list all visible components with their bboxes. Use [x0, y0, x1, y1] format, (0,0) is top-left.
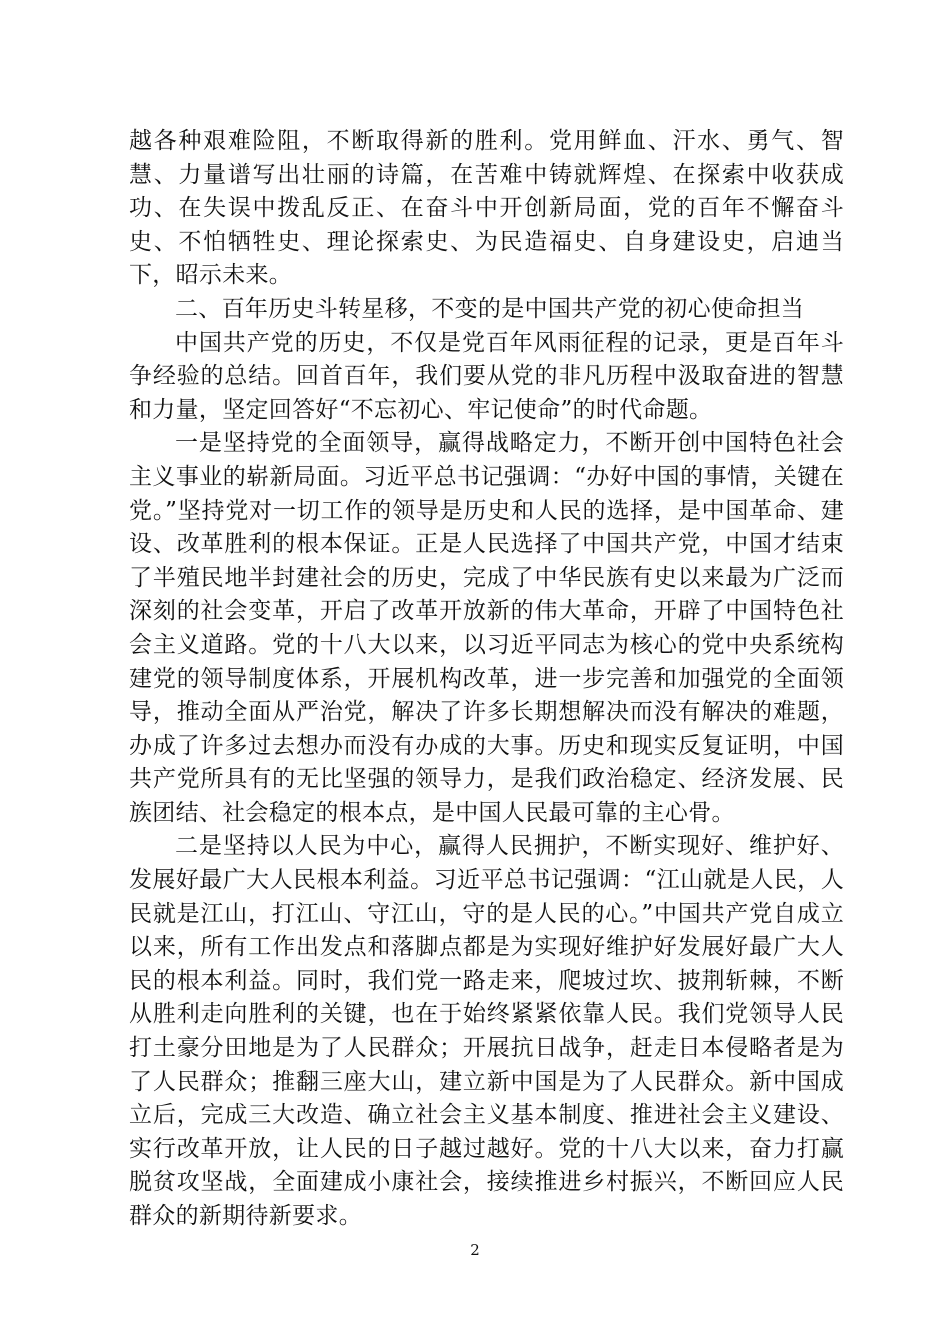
page-number: 2 — [470, 1241, 480, 1259]
paragraph-continuation: 越各种艰难险阻，不断取得新的胜利。党用鲜血、汗水、勇气、智慧、力量谱写出壮丽的诗篇，在苦难中铸就辉煌、在探索中收获成功、在失误中拨乱反正、在奋斗中开创新局面，党的百年不懈奋斗史、不怕牺牲史、理论探索史、为民造福史、自身建设史，启迪当下，昭示未来。 — [129, 128, 844, 289]
paragraph-point-one: 一是坚持党的全面领导，赢得战略定力，不断开创中国特色社会主义事业的崭新局面。习近平总书记强调：“办好中国的事情，关键在党。”坚持党对一切工作的领导是历史和人民的选择，是中国革命、建设、改革胜利的根本保证。正是人民选择了中国共产党，中国才结束了半殖民地半封建社会的历史，完成了中华民族有史以来最为广泛而深刻的社会变革，开启了改革开放新的伟大革命，开辟了中国特色社会主义道路。党的十八大以来，以习近平同志为核心的党中央系统构建党的领导制度体系，开展机构改革，进一步完善和加强党的全面领导，推动全面从严治党，解决了许多长期想解决而没有解决的难题，办成了许多过去想办而没有办成的大事。历史和现实反复证明，中国共产党所具有的无比坚强的领导力，是我们政治稳定、经济发展、民族团结、社会稳定的根本点，是中国人民最可靠的主心骨。 — [129, 430, 844, 826]
section-heading: 二、百年历史斗转星移，不变的是中国共产党的初心使命担当 — [175, 295, 805, 322]
paragraph-intro: 中国共产党的历史，不仅是党百年风雨征程的记录，更是百年斗争经验的总结。回首百年，我们要从党的非凡历程中汲取奋进的智慧和力量，坚定回答好“不忘初心、牢记使命”的时代命题。 — [129, 329, 844, 423]
paragraph-point-two: 二是坚持以人民为中心，赢得人民拥护，不断实现好、维护好、发展好最广大人民根本利益。习近平总书记强调：“江山就是人民，人民就是江山，打江山、守江山，守的是人民的心。”中国共产党自成立以来，所有工作出发点和落脚点都是为实现好维护好发展好最广大人民的根本利益。同时，我们党一路走来，爬坡过坎、披荆斩棘，不断从胜利走向胜利的关键，也在于始终紧紧依靠人民。我们党领导人民打土豪分田地是为了人民群众；开展抗日战争，赶走日本侵略者是为了人民群众；推翻三座大山，建立新中国是为了人民群众。新中国成立后，完成三大改造、确立社会主义基本制度、推进社会主义建设、实行改革开放，让人民的日子越过越好。党的十八大以来，奋力打赢脱贫攻坚战，全面建成小康社会，接续推进乡村振兴，不断回应人民群众的新期待新要求。 — [129, 833, 844, 1229]
document-body — [129, 125, 844, 1234]
